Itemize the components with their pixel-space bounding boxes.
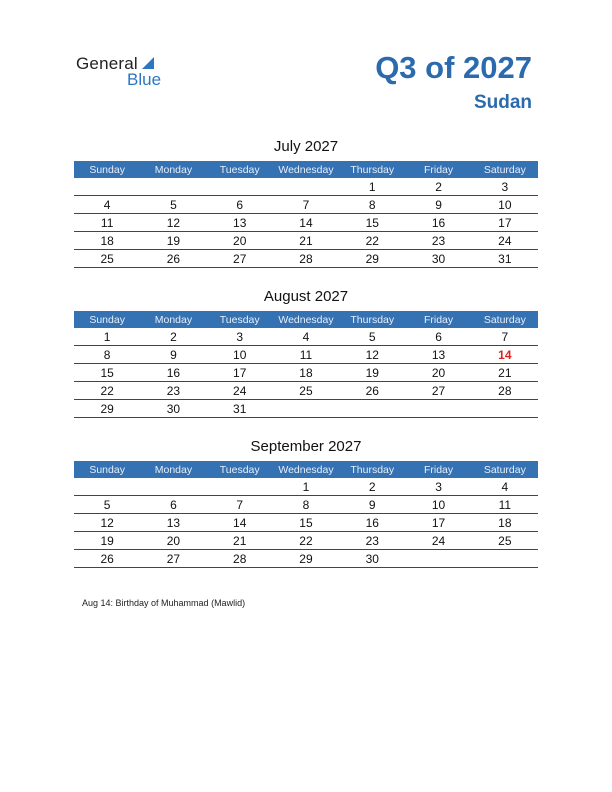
day-cell: 18 <box>273 364 339 382</box>
calendar-table <box>74 161 538 268</box>
day-cell: 29 <box>74 400 140 418</box>
day-cell <box>472 550 538 568</box>
day-cell: 25 <box>472 532 538 550</box>
day-cell <box>339 400 405 418</box>
weekday-header: Friday <box>405 161 471 178</box>
day-cell: 28 <box>472 382 538 400</box>
day-cell <box>405 550 471 568</box>
month-september <box>74 437 538 568</box>
day-cell: 28 <box>207 550 273 568</box>
day-cell <box>273 400 339 418</box>
day-cell: 8 <box>273 496 339 514</box>
day-cell: 3 <box>472 178 538 196</box>
logo-word-blue: Blue <box>127 70 162 89</box>
country-name: Sudan <box>473 92 532 113</box>
day-cell: 19 <box>339 364 405 382</box>
day-cell: 17 <box>405 514 471 532</box>
weekday-header: Monday <box>140 461 206 478</box>
day-cell: 6 <box>140 496 206 514</box>
day-cell: 29 <box>339 250 405 268</box>
week-row <box>74 232 538 250</box>
day-cell: 13 <box>405 346 471 364</box>
month-august <box>74 287 538 418</box>
day-cell: 19 <box>74 532 140 550</box>
day-cell: 27 <box>207 250 273 268</box>
weekday-header: Friday <box>405 461 471 478</box>
week-row <box>74 328 538 346</box>
weekday-header: Sunday <box>74 461 140 478</box>
weekday-header: Wednesday <box>273 311 339 328</box>
day-cell: 8 <box>339 196 405 214</box>
day-cell: 21 <box>207 532 273 550</box>
week-row <box>74 400 538 418</box>
weekday-header: Tuesday <box>207 161 273 178</box>
day-cell: 13 <box>140 514 206 532</box>
day-cell: 1 <box>74 328 140 346</box>
day-cell: 4 <box>74 196 140 214</box>
day-cell: 28 <box>273 250 339 268</box>
day-cell: 3 <box>405 478 471 496</box>
day-cell <box>74 478 140 496</box>
day-cell: 9 <box>405 196 471 214</box>
day-cell: 14 <box>207 514 273 532</box>
day-cell: 17 <box>472 214 538 232</box>
day-cell: 3 <box>207 328 273 346</box>
day-cell: 7 <box>207 496 273 514</box>
day-cell: 18 <box>74 232 140 250</box>
day-cell: 12 <box>74 514 140 532</box>
day-cell: 18 <box>472 514 538 532</box>
day-cell: 7 <box>472 328 538 346</box>
day-cell: 16 <box>140 364 206 382</box>
weekday-header: Tuesday <box>207 461 273 478</box>
day-cell: 6 <box>207 196 273 214</box>
page-title: Q3 of 2027 <box>375 50 532 85</box>
day-cell: 30 <box>339 550 405 568</box>
weekday-header: Sunday <box>74 161 140 178</box>
day-cell: 15 <box>339 214 405 232</box>
day-cell <box>273 178 339 196</box>
day-cell <box>472 400 538 418</box>
day-cell: 27 <box>405 382 471 400</box>
day-cell: 4 <box>472 478 538 496</box>
week-row <box>74 178 538 196</box>
day-cell: 12 <box>339 346 405 364</box>
week-row <box>74 478 538 496</box>
week-row <box>74 514 538 532</box>
logo-word-general: General <box>76 54 138 73</box>
week-row <box>74 550 538 568</box>
day-cell: 13 <box>207 214 273 232</box>
day-cell: 7 <box>273 196 339 214</box>
day-cell: 9 <box>339 496 405 514</box>
calendar-table <box>74 311 538 418</box>
day-cell: 16 <box>339 514 405 532</box>
weekday-header: Thursday <box>339 161 405 178</box>
weekday-header: Tuesday <box>207 311 273 328</box>
weekday-header: Friday <box>405 311 471 328</box>
week-row <box>74 364 538 382</box>
weekday-header: Thursday <box>339 311 405 328</box>
day-cell: 2 <box>405 178 471 196</box>
day-cell: 11 <box>74 214 140 232</box>
week-row <box>74 496 538 514</box>
day-cell: 10 <box>472 196 538 214</box>
day-cell: 4 <box>273 328 339 346</box>
day-cell: 16 <box>405 214 471 232</box>
weekday-header: Thursday <box>339 461 405 478</box>
month-title: July 2027 <box>273 138 339 155</box>
day-cell: 24 <box>472 232 538 250</box>
weekday-header: Saturday <box>472 311 538 328</box>
day-cell: 19 <box>140 232 206 250</box>
holiday-note: Aug 14: Birthday of Muhammad (Mawlid) <box>82 598 246 608</box>
day-cell: 6 <box>405 328 471 346</box>
day-cell: 25 <box>273 382 339 400</box>
day-cell: 22 <box>74 382 140 400</box>
day-cell: 14 <box>472 346 538 364</box>
day-cell: 20 <box>140 532 206 550</box>
day-cell: 14 <box>273 214 339 232</box>
day-cell: 22 <box>273 532 339 550</box>
day-cell: 30 <box>405 250 471 268</box>
week-row <box>74 196 538 214</box>
week-row <box>74 382 538 400</box>
day-cell: 25 <box>74 250 140 268</box>
month-july <box>74 137 538 268</box>
day-cell: 5 <box>140 196 206 214</box>
month-title: August 2027 <box>263 288 349 305</box>
day-cell <box>140 478 206 496</box>
logo-triangle-icon <box>140 55 156 71</box>
day-cell: 21 <box>273 232 339 250</box>
day-cell: 26 <box>140 250 206 268</box>
day-cell: 15 <box>74 364 140 382</box>
day-cell: 20 <box>207 232 273 250</box>
weekday-header: Monday <box>140 161 206 178</box>
day-cell: 5 <box>74 496 140 514</box>
day-cell: 17 <box>207 364 273 382</box>
day-cell: 24 <box>207 382 273 400</box>
weekday-header: Saturday <box>472 461 538 478</box>
day-cell: 31 <box>472 250 538 268</box>
day-cell: 26 <box>74 550 140 568</box>
day-cell: 27 <box>140 550 206 568</box>
week-row <box>74 214 538 232</box>
day-cell: 2 <box>140 328 206 346</box>
day-cell <box>207 478 273 496</box>
day-cell: 31 <box>207 400 273 418</box>
day-cell: 2 <box>339 478 405 496</box>
day-cell: 10 <box>405 496 471 514</box>
day-cell: 8 <box>74 346 140 364</box>
day-cell: 26 <box>339 382 405 400</box>
day-cell: 12 <box>140 214 206 232</box>
day-cell: 11 <box>273 346 339 364</box>
weekday-header: Monday <box>140 311 206 328</box>
day-cell: 29 <box>273 550 339 568</box>
weekday-header: Sunday <box>74 311 140 328</box>
day-cell: 1 <box>339 178 405 196</box>
week-row <box>74 532 538 550</box>
weekday-header: Wednesday <box>273 461 339 478</box>
day-cell: 10 <box>207 346 273 364</box>
day-cell: 23 <box>405 232 471 250</box>
day-cell: 21 <box>472 364 538 382</box>
day-cell: 20 <box>405 364 471 382</box>
day-cell <box>140 178 206 196</box>
day-cell <box>405 400 471 418</box>
day-cell: 22 <box>339 232 405 250</box>
day-cell: 24 <box>405 532 471 550</box>
calendar-table <box>74 461 538 568</box>
day-cell: 23 <box>140 382 206 400</box>
weekday-header: Saturday <box>472 161 538 178</box>
day-cell: 11 <box>472 496 538 514</box>
day-cell: 1 <box>273 478 339 496</box>
week-row <box>74 250 538 268</box>
month-title: September 2027 <box>250 438 362 455</box>
day-cell: 30 <box>140 400 206 418</box>
day-cell <box>74 178 140 196</box>
day-cell: 9 <box>140 346 206 364</box>
day-cell: 5 <box>339 328 405 346</box>
weekday-header: Wednesday <box>273 161 339 178</box>
day-cell <box>207 178 273 196</box>
day-cell: 15 <box>273 514 339 532</box>
day-cell: 23 <box>339 532 405 550</box>
week-row <box>74 346 538 364</box>
general-blue-logo <box>76 54 176 88</box>
